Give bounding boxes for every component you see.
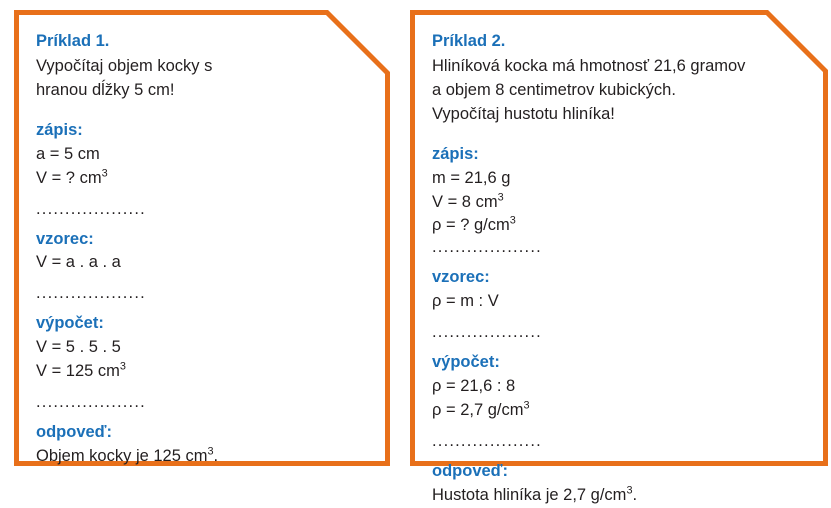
text: Hustota hliníka je 2,7 g/cm	[432, 485, 627, 504]
spacer	[432, 451, 806, 460]
exponent: 3	[523, 399, 530, 412]
spacer	[432, 342, 806, 351]
card-2-vzorec-line-1	[432, 290, 806, 314]
text: V = ? cm	[36, 168, 102, 187]
text: V = a . a . a	[36, 253, 121, 272]
card-2-zapis-line-3	[432, 214, 806, 238]
exponent: 3	[119, 360, 126, 373]
text: V = 125 cm	[36, 362, 120, 381]
text: m = 21,6 g	[432, 168, 511, 187]
spacer	[432, 127, 806, 143]
card-1-divider-1: ...................	[36, 199, 146, 218]
text: V = 8 cm	[432, 192, 498, 211]
card-1-divider-2: ...................	[36, 284, 146, 303]
spacer	[36, 275, 368, 284]
card-1-content	[14, 10, 390, 466]
card-2-zapis-label: zápis:	[432, 144, 479, 163]
card-1-divider-3: ...................	[36, 393, 146, 412]
card-2-divider-1: ...................	[432, 238, 542, 257]
card-1-zapis-line-1	[36, 143, 368, 167]
card-2-content	[410, 10, 828, 504]
card-2-divider-3: ...................	[432, 431, 542, 450]
spacer	[36, 191, 368, 200]
exponent: 3	[509, 214, 516, 227]
text: ρ = 2,7 g/cm	[432, 401, 524, 419]
card-1-odpoved-line-1	[36, 445, 368, 469]
card-1-title: Príklad 1.	[36, 32, 110, 50]
card-2-vzorec-label: vzorec:	[432, 268, 490, 287]
text: a = 5 cm	[36, 144, 100, 163]
card-2-odpoved-line-1	[432, 484, 806, 508]
card-1-zapis-label: zápis:	[36, 120, 83, 139]
exponent: 3	[207, 445, 214, 458]
card-2-zapis-line-2	[432, 191, 806, 215]
spacer	[432, 314, 806, 323]
text: V = 5 . 5 . 5	[36, 338, 121, 357]
example-card-1	[14, 10, 390, 466]
card-1-vypocet-label: výpočet:	[36, 314, 104, 333]
card-2-statement-line-2: a objem 8 centimetrov kubických.	[432, 80, 676, 99]
card-2-title: Príklad 2.	[432, 32, 506, 50]
card-1-zapis-line-2	[36, 167, 368, 191]
card-1-vzorec-label: vzorec:	[36, 229, 94, 248]
spacer	[36, 103, 368, 119]
card-1-statement-line-2: hranou dĺžky 5 cm!	[36, 80, 175, 99]
card-2-vypocet-line-2	[432, 399, 806, 423]
spacer	[36, 219, 368, 228]
card-2-vypocet-line-1	[432, 375, 806, 399]
card-1-vypocet-line-2	[36, 360, 368, 384]
spacer	[36, 303, 368, 312]
spacer	[36, 384, 368, 393]
text-tail: .	[632, 485, 638, 504]
card-1-vypocet-line-1	[36, 336, 368, 360]
exponent: 3	[626, 484, 633, 497]
text: Objem kocky je 125 cm	[36, 446, 208, 465]
card-2-odpoved-label: odpoveď:	[432, 461, 509, 480]
card-2-statement-line-1: Hliníková kocka má hmotnosť 21,6 gramov	[432, 56, 746, 75]
card-1-odpoved-label: odpoveď:	[36, 423, 113, 442]
exponent: 3	[101, 167, 108, 180]
text-tail: .	[213, 446, 219, 465]
spacer	[432, 423, 806, 432]
card-2-statement-line-3: Vypočítaj hustotu hliníka!	[432, 104, 615, 123]
spacer	[432, 257, 806, 266]
text: ρ = 21,6 : 8	[432, 377, 516, 396]
text: ρ = ? g/cm	[432, 216, 510, 235]
example-card-2	[410, 10, 828, 504]
card-2-divider-2: ...................	[432, 323, 542, 342]
card-2-vypocet-label: výpočet:	[432, 353, 500, 372]
card-1-vzorec-line-1	[36, 251, 368, 275]
spacer	[36, 412, 368, 421]
exponent: 3	[497, 191, 504, 204]
text: ρ = m : V	[432, 292, 499, 311]
card-1-statement-line-1: Vypočítaj objem kocky s	[36, 56, 213, 75]
card-2-zapis-line-1	[432, 167, 806, 191]
